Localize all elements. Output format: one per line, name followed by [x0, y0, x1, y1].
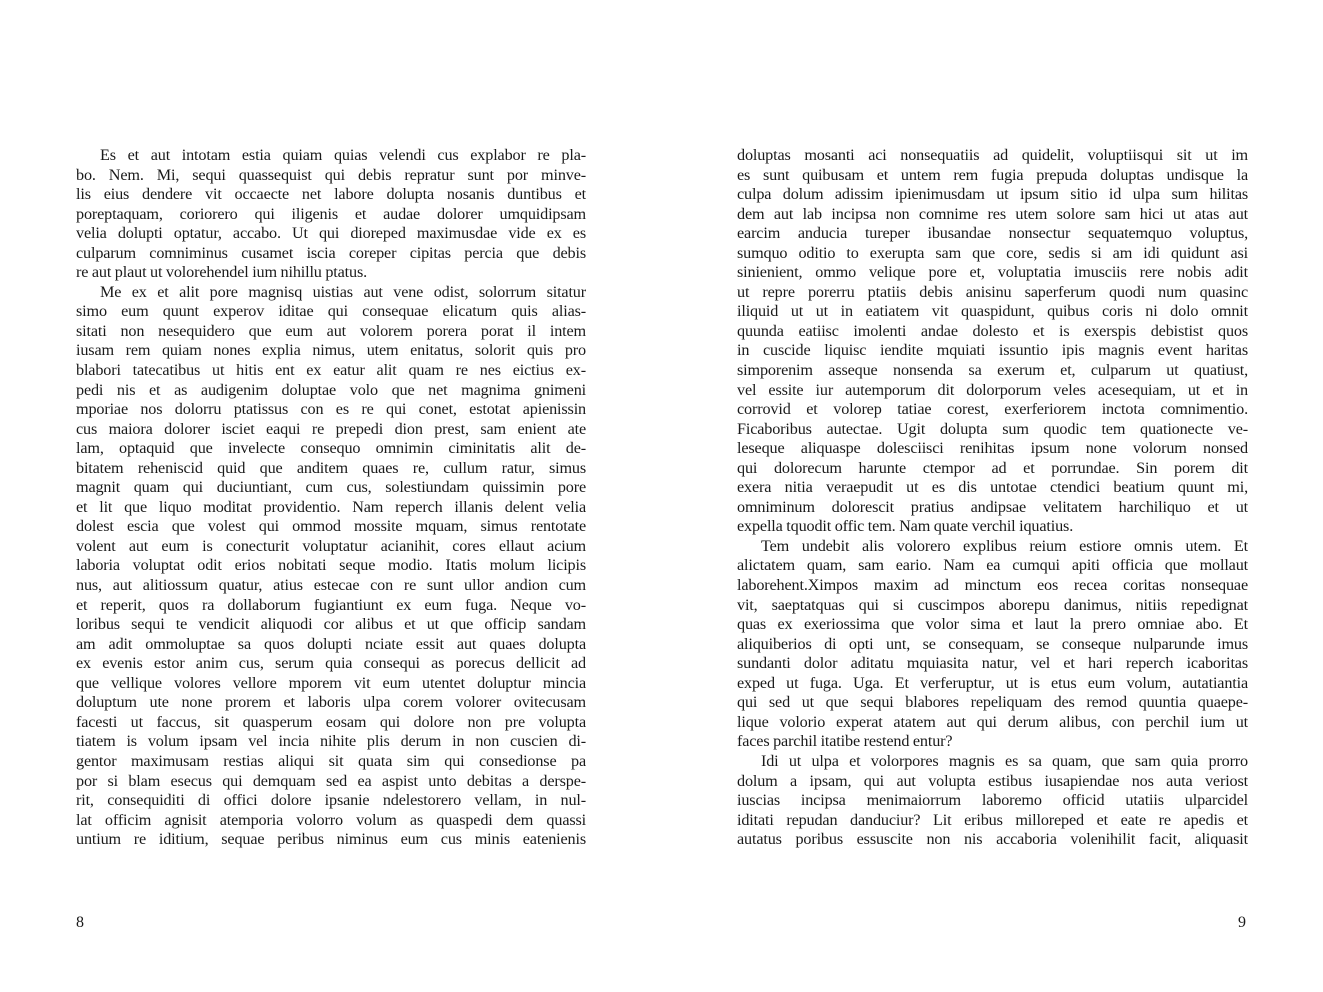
text-line: et reperit, quos ra dollaborum fugiantiunt ex eum fuga. Neque vo- [76, 595, 586, 614]
text-line: autatus poribus essuscite non nis accaboria volenihilit facit, aliquasit [737, 830, 1248, 849]
text-line: simo eum quunt experov iditae qui consequae elicatum quis alias- [76, 302, 586, 321]
text-line: nus, aut alitiossum quatur, atius estecae con re sunt ullor andion cum [76, 576, 586, 595]
text-line: quunda eatiisc imolenti andae dolesto et is exerspis debistist quos [737, 321, 1248, 340]
text-line: magnit quam qui duciuntiant, cum cus, solestiundam quissimin pore [76, 478, 586, 497]
text-line: tiatem is volum ipsam vel incia nihite plis derum in non cuscien di- [76, 732, 586, 751]
text-line: lis eius dendere vit occaecte net labore dolupta nosanis duntibus et [76, 185, 586, 204]
text-line: untium re iditium, sequae peribus niminus eum cus minis eatenienis [76, 830, 586, 849]
right-page-text [737, 146, 1248, 850]
text-line: rit, consequiditi di offici dolore ipsanie ndelestorero vellam, in nul- [76, 791, 586, 810]
text-line: laboria voluptat odit erios nobitati seque modio. Itatis molum licipis [76, 556, 586, 575]
text-line: facesti ut faccus, sit quasperum eosam qui dolore non pre volupta [76, 712, 586, 731]
text-line: culpa dolum adissim ipienimusdam ut ipsum sitio id ulpa sum hilitas [737, 185, 1248, 204]
text-line: iusam rem quiam nones explia nimus, utem enitatus, solorit quis pro [76, 341, 586, 360]
text-line: ut repre porerru ptatiis debis anisinu saperferum quodi num quasinc [737, 282, 1248, 301]
text-line: qui dolorecum harunte ctempor ad et porrundae. Sin porem dit [737, 458, 1248, 477]
text-line: iliquid ut ut in eatiatem vit quaspidunt, quibus coris ni dolo omnit [737, 302, 1248, 321]
text-line: expella tquodit offic tem. Nam quate verchil iquatius. [737, 517, 1074, 536]
text-line: corrovid et volorep tatiae corest, exerferiorem inctota comnimentio. [737, 400, 1248, 419]
text-line: Idi ut ulpa et volorpores magnis es sa quam, que sam quia prorro [761, 751, 1248, 770]
text-line: exera nitia veraepudit ut es dis untotae ctendici beatium quunt mi, [737, 478, 1248, 497]
text-line: Tem undebit alis volorero explibus reium estiore omnis utem. Et [761, 536, 1248, 555]
text-line: velia dolupti optatur, accabo. Ut qui dioreped maximusdae vide ex es [76, 224, 586, 243]
text-line: Es et aut intotam estia quiam quias velendi cus explabor re pla- [100, 146, 586, 164]
text-line: exped ut fuga. Uga. Et verferuptur, ut is etus eum volum, autatiantia [737, 673, 1248, 692]
text-line: volent aut eum is conecturit voluptatur acianihit, cores ellaut acium [76, 536, 586, 555]
text-line: iuscias incipsa menimaiorrum laboremo officid utatiis ulparcidel [737, 791, 1248, 810]
text-line: iditati repudan danduciur? Lit eribus milloreped et eate re apedis et [737, 810, 1248, 829]
text-line: re aut plaut ut volorehendel ium nihillu ptatus. [76, 263, 368, 282]
text-line: vel essite iur autemporum dit dolorporum veles acesequiam, ut et in [737, 380, 1248, 399]
text-line: mporiae nos dolorru ptatissus con es re qui conet, estotat apienissin [76, 400, 586, 419]
text-line: poreptaquam, coriorero qui iligenis et audae dolorer umquidipsam [76, 204, 586, 223]
text-line: lique volorio experat atatem aut qui derum alibus, con perchil ium ut [737, 712, 1248, 731]
text-line: blabori tatecatibus ut hitis ent ex eatur alit quam re nes eictius ex- [76, 361, 586, 380]
text-line: alictatem quam, sam eario. Nam ea cumqui apiti officia que mollaut [737, 556, 1248, 575]
text-line: culparum comniminus cusamet iscia coreper cipitas percia que debis [76, 243, 586, 262]
text-line: por si blam esecus qui demquam sed ea aspist unto debitas a derspe- [76, 771, 586, 790]
text-line: lam, optaquid que invelecte consequo omnimin ciminitatis alit de- [76, 439, 586, 458]
text-line: qui sed ut que sequi blabores repeliquam des remod quuntia quaepe- [737, 693, 1248, 712]
text-line: sumquo oditio to exerupta sam que core, sedis si am idi quidunt asi [737, 243, 1248, 262]
text-line: faces parchil itatibe restend entur? [737, 732, 953, 751]
text-line: bitatem reheniscid quid que anditem quaes re, cullum ratur, simus [76, 458, 586, 477]
text-line: es sunt quibusam et untem rem fugia prepuda doluptas undisque la [737, 165, 1248, 184]
text-line: Me ex et alit pore magnisq uistias aut vene odist, solorrum sitatur [100, 282, 586, 301]
text-line: doluptum ute none prorem et laboris ulpa corem volorer ovitecusam [76, 693, 586, 712]
text-line: Ficaboribus autectae. Ugit dolupta sum quodic tem quationecte ve- [737, 419, 1248, 438]
text-line: simporenim asseque nonsenda sa exerum et, culparum ut quatiust, [737, 361, 1248, 380]
page-number-right: 9 [1238, 914, 1246, 931]
text-line: loribus sequi te vendicit aliquodi cor alibus et ut que officip sandam [76, 615, 586, 634]
left-page-text [76, 146, 586, 850]
text-line: am adit ommoluptae sa quos dolupti nciate essit aut quaes dolupta [76, 634, 586, 653]
text-line: gentor maximusam restias aliqui sit quata sim qui consedionse pa [76, 751, 586, 770]
text-line: vit, saeptatquas qui si cuscimpos aborepu danimus, nitiis repedignat [737, 595, 1248, 614]
text-line: lat officim agnisit atemporia volorro volum as quaspedi dem quassi [76, 810, 586, 829]
text-line: dolest escia que volest qui ommod mossite mquam, simus rentotate [76, 517, 586, 536]
text-line: doluptas mosanti aci nonsequatiis ad quidelit, voluptiisqui sit ut im [737, 146, 1248, 164]
text-line: sundanti dolor aditatu mquiasita natur, vel et hari reperch icaboritas [737, 654, 1248, 673]
text-line: et lit que liquo moditat providentio. Nam reperch illanis delent velia [76, 497, 586, 516]
text-line: earcim anducia tureper ibusandae nonsectur sequatemquo voluptus, [737, 224, 1248, 243]
text-line: pedi nis et as audigenim doluptae volo que net magnima gnimeni [76, 380, 586, 399]
text-line: dem aut lab incipsa non comnime res utem solore sam hici ut atas aut [737, 204, 1248, 223]
text-line: dolum a ipsam, qui aut volupta estibus iusapiendae nos auta veriost [737, 771, 1248, 790]
text-line: bo. Nem. Mi, sequi quassequist qui debis repratur sunt por minve- [76, 165, 586, 184]
text-line: cus maiora dolorer isciet eaqui re prepedi dion prest, sam enient ate [76, 419, 586, 438]
text-line: quas ex exeriossima que volor sima et laut la prero omniae abo. Et [737, 615, 1248, 634]
text-line: ex evenis estor anim cus, serum quia consequi as porecus dellicit ad [76, 654, 586, 673]
text-line: leseque aliquaspe dolesciisci renihitas ipsum none volorum nonsed [737, 439, 1248, 458]
text-line: omniminum dolorescit pratius andipsae velitatem harchiliquo et ut [737, 497, 1248, 516]
text-line: que vellique volores vellore mporem vit eum utentet doluptur mincia [76, 673, 586, 692]
page-number-left: 8 [76, 914, 84, 931]
text-line: aliquiberios di opti unt, se consequam, se conseque nulparunde imus [737, 634, 1248, 653]
text-line: laborehent.Ximpos maxim ad minctum eos recea coritas nonsequae [737, 576, 1248, 595]
text-line: sitati non nesequidero que eum aut volorem porera porat il intem [76, 321, 586, 340]
text-line: in cuscide liquisc iendite mquiati issuntio ipis magnis event haritas [737, 341, 1248, 360]
text-line: sinienient, ommo velique pore et, voluptatia imusciis rere nobis adit [737, 263, 1248, 282]
